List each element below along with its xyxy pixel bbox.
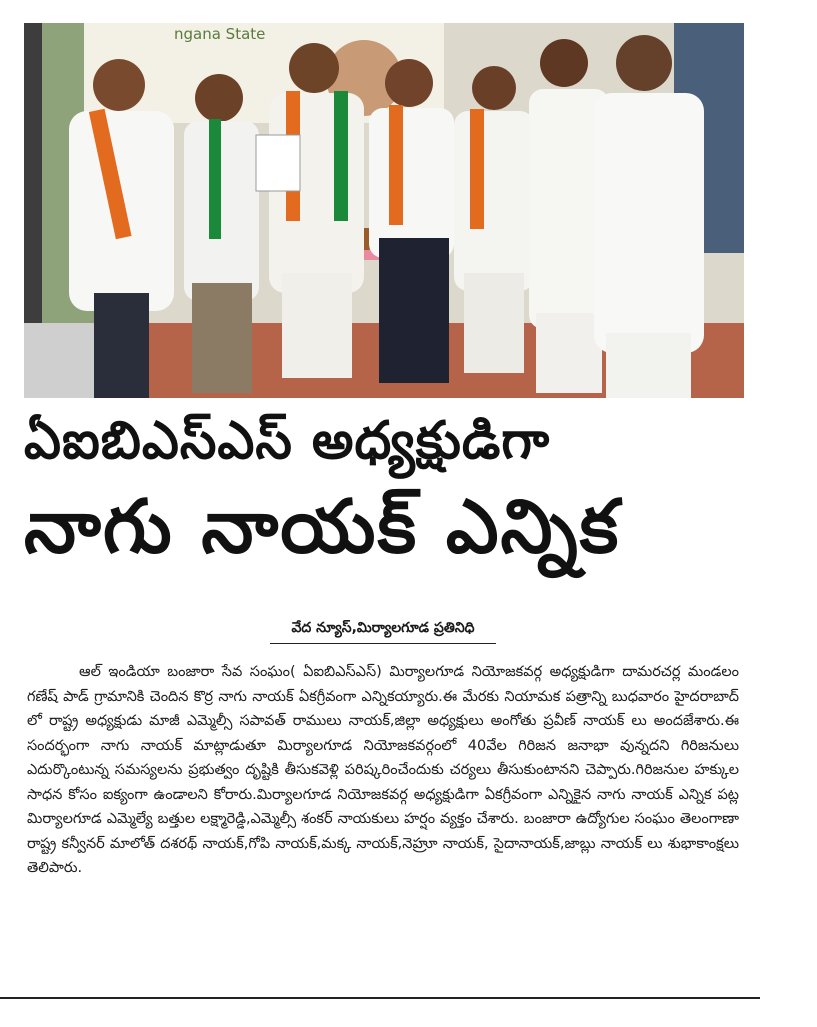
person-5: [454, 66, 534, 373]
news-photo: [24, 23, 744, 398]
article-body: ఆల్ ఇండియా బంజారా సేవ సంఘం( ఏఐబిఎస్ఎస్) మిర్యాలగూడ నియోజకవర్గ అధ్యక్షుడిగా దామరచర్ల మండలం గణేష్ పాడ్ గ్రామానికి చెందిన కొర్ర నాగు నాయక్ ఏకగ్రీవంగా ఎన్నికయ్యారు.ఈ మేరకు నియామక పత్రాన్ని బుధవారం హైదరాబాద్ లో రాష్ట్ర అధ్యక్షుడు మాజీ ఎమ్మెల్సీ సపావత్ రాములు నాయక్,జిల్లా అధ్యక్షులు అంగోతు ప్రవీణ్ నాయక్ లు అందజేశారు.ఈ సందర్భంగా నాగు నాయక్ మాట్లాడుతూ మిర్యాలగూడ నియోజకవర్గంలో 40వేల గిరిజన జనాభా వున్నదని గిరిజనులు ఎదుర్కొంటున్న సమస్యలను ప్రభుత్వం దృష్టికి తీసుకవెళ్లి పరిష్కరించేందుకు చర్యలు తీసుకుంటానని చెప్పారు.గిరిజనుల హక్కుల సాధన కోసం ఐక్యంగా ఉండాలని కోరారు.మిర్యాలగూడ నియోజకవర్గ అధ్యక్షుడిగా ఏకగ్రీవంగా ఎన్నికైన నాగు నాయక్ ఎన్నిక పట్ల మిర్యాలగూడ ఎమ్మెల్యే బత్తుల లక్ష్మారెడ్డి,ఎమ్మెల్సీ శంకర్ నాయకులు హర్షం వ్యక్తం చేశారు. బంజారా ఉద్యోగుల సంఘం తెలంగాణా రాష్ట్ర కన్వీనర్ మాలోత్ దశరథ్ నాయక్,గోపి నాయక్,మక్క నాయక్,నెహ్రూ నాయక్, సైదానాయక్,జాబ్లు నాయక్ లు శుభాకాంక్షలు తెలిపారు.: [27, 664, 739, 876]
bottom-divider: [0, 997, 760, 999]
headline-line-2: నాగు నాయక్ ఎన్నిక: [24, 484, 621, 570]
banner-text: ngana State: [174, 25, 266, 43]
group-photo-illustration: [24, 23, 744, 398]
headline-line-1: ఏఐబిఎస్ఎస్ అధ్యక్షుడిగా: [24, 411, 551, 471]
byline: వేద న్యూస్,మిర్యాలగూడ ప్రతినిధి: [270, 620, 496, 644]
person-2: [184, 74, 259, 393]
certificate: [256, 135, 300, 191]
